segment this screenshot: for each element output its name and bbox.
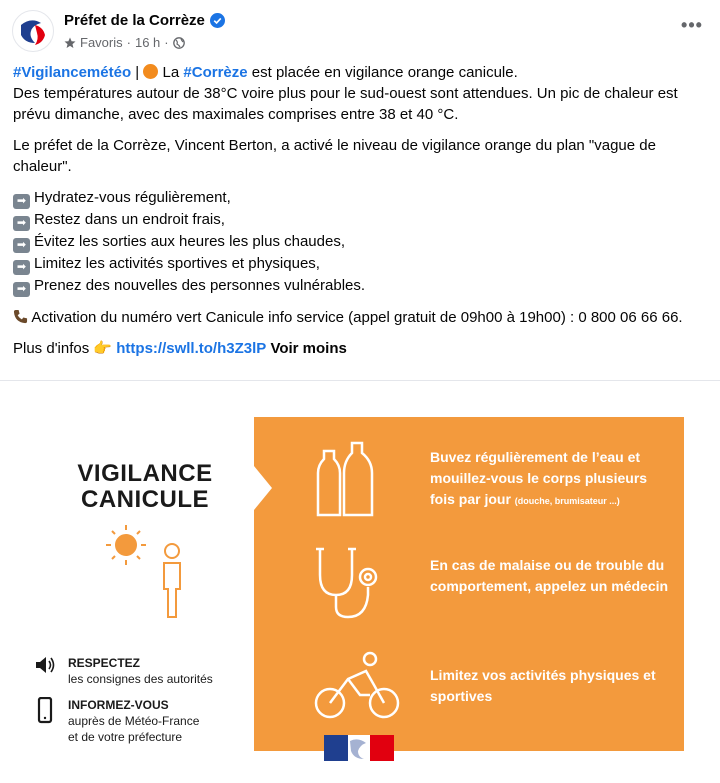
list-item bbox=[13, 253, 713, 275]
inform-text bbox=[68, 697, 199, 745]
marianne-logo-icon bbox=[13, 11, 54, 52]
phone-icon bbox=[13, 309, 28, 324]
list-item bbox=[13, 231, 713, 253]
arrow-right-icon: ➡ bbox=[13, 260, 30, 275]
list-item bbox=[13, 275, 713, 297]
text-la: La bbox=[158, 64, 184, 81]
advice-hydration-text: Buvez régulièrement de l’eau et mouillez-vous le corps plusieurs fois par jour bbox=[430, 449, 648, 507]
infographic-image[interactable] bbox=[0, 381, 720, 783]
republique-logo-icon bbox=[324, 735, 394, 763]
title-line-1: VIGILANCE bbox=[77, 460, 213, 487]
page-avatar[interactable] bbox=[12, 10, 54, 52]
star-icon bbox=[64, 37, 76, 49]
list-item-text: Évitez les sorties aux heures les plus chaudes, bbox=[34, 233, 345, 250]
inform-block bbox=[34, 697, 244, 745]
hashtag-vigilancemeteo[interactable]: #Vigilancemétéo bbox=[13, 64, 132, 81]
respect-title: RESPECTEZ bbox=[68, 656, 141, 670]
respect-text bbox=[68, 655, 213, 687]
post-time[interactable]: 16 h bbox=[134, 35, 161, 50]
more-options-button[interactable]: ••• bbox=[681, 15, 703, 35]
phone-paragraph bbox=[13, 307, 713, 328]
more-info-label: Plus d'infos bbox=[13, 340, 94, 357]
list-item bbox=[13, 187, 713, 209]
panel-notch bbox=[254, 466, 272, 510]
post-header bbox=[0, 0, 720, 60]
phone-text: Activation du numéro vert Canicule info service (appel gratuit de 09h00 à 19h00) : 0 800 06 66 66. bbox=[31, 309, 683, 326]
sep-text: | bbox=[131, 64, 144, 81]
arrow-right-icon: ➡ bbox=[13, 238, 30, 253]
more-info-paragraph bbox=[13, 338, 713, 359]
smartphone-icon bbox=[34, 697, 56, 725]
arrow-right-icon: ➡ bbox=[13, 282, 30, 297]
external-link[interactable]: https://swll.to/h3Z3lP bbox=[116, 340, 267, 357]
see-less-button[interactable]: Voir moins bbox=[270, 340, 347, 357]
cyclist-icon bbox=[314, 649, 404, 723]
inform-detail-1: auprès de Météo-France bbox=[68, 714, 200, 728]
text-vigilance: est placée en vigilance orange canicule. bbox=[247, 64, 518, 81]
page-name-link[interactable]: Préfet de la Corrèze bbox=[64, 12, 205, 29]
list-item bbox=[13, 209, 713, 231]
list-item-text: Prenez des nouvelles des personnes vulnérables. bbox=[34, 277, 366, 294]
meta-separator: · bbox=[126, 35, 131, 50]
arrow-right-icon: ➡ bbox=[13, 216, 30, 231]
speaker-icon bbox=[34, 655, 56, 675]
stethoscope-icon bbox=[312, 545, 384, 623]
respect-block bbox=[34, 655, 244, 687]
list-item-text: Restez dans un endroit frais, bbox=[34, 211, 225, 228]
title-line-2: CANICULE bbox=[81, 486, 209, 513]
list-item-text: Limitez les activités sportives et physiques, bbox=[34, 255, 320, 272]
advice-list bbox=[13, 187, 713, 297]
page-name[interactable] bbox=[64, 12, 225, 29]
arrow-right-icon: ➡ bbox=[13, 194, 30, 209]
sun-person-icon bbox=[96, 517, 196, 627]
inform-detail-2: et de votre préfecture bbox=[68, 730, 183, 744]
post-meta bbox=[64, 35, 185, 50]
meta-separator-2: · bbox=[164, 35, 169, 50]
post-paragraph-1 bbox=[13, 62, 713, 125]
orange-circle-icon bbox=[143, 64, 158, 79]
advice-hydration-note: (douche, brumisateur ...) bbox=[514, 496, 620, 506]
advice-activity: Limitez vos activités physiques et sportives bbox=[430, 667, 656, 704]
verified-badge-icon bbox=[210, 13, 225, 28]
post-paragraph-2: Le préfet de la Corrèze, Vincent Berton, a activé le niveau de vigilance orange du plan "vague de chaleur". bbox=[13, 137, 656, 175]
globe-icon[interactable] bbox=[173, 37, 185, 49]
advice-doctor: En cas de malaise ou de trouble du comportement, appelez un médecin bbox=[430, 557, 669, 594]
vigilance-title bbox=[60, 461, 230, 513]
inform-title: INFORMEZ-VOUS bbox=[68, 698, 169, 712]
list-item-text: Hydratez-vous régulièrement, bbox=[34, 189, 231, 206]
advice-hydration bbox=[430, 447, 670, 512]
temperature-text: Des températures autour de 38°C voire plus pour le sud-ouest sont attendues. Un pic de chaleur est prévu dimanche, avec des maximales comprises entre 38 et 40 °C. bbox=[13, 85, 678, 123]
favorites-label: Favoris bbox=[80, 35, 123, 50]
post-body bbox=[13, 62, 713, 369]
respect-detail: les consignes des autorités bbox=[68, 672, 213, 686]
pointing-hand-icon: 👉 bbox=[93, 340, 113, 357]
bottles-icon bbox=[314, 439, 380, 519]
hashtag-correze[interactable]: #Corrèze bbox=[183, 64, 248, 81]
